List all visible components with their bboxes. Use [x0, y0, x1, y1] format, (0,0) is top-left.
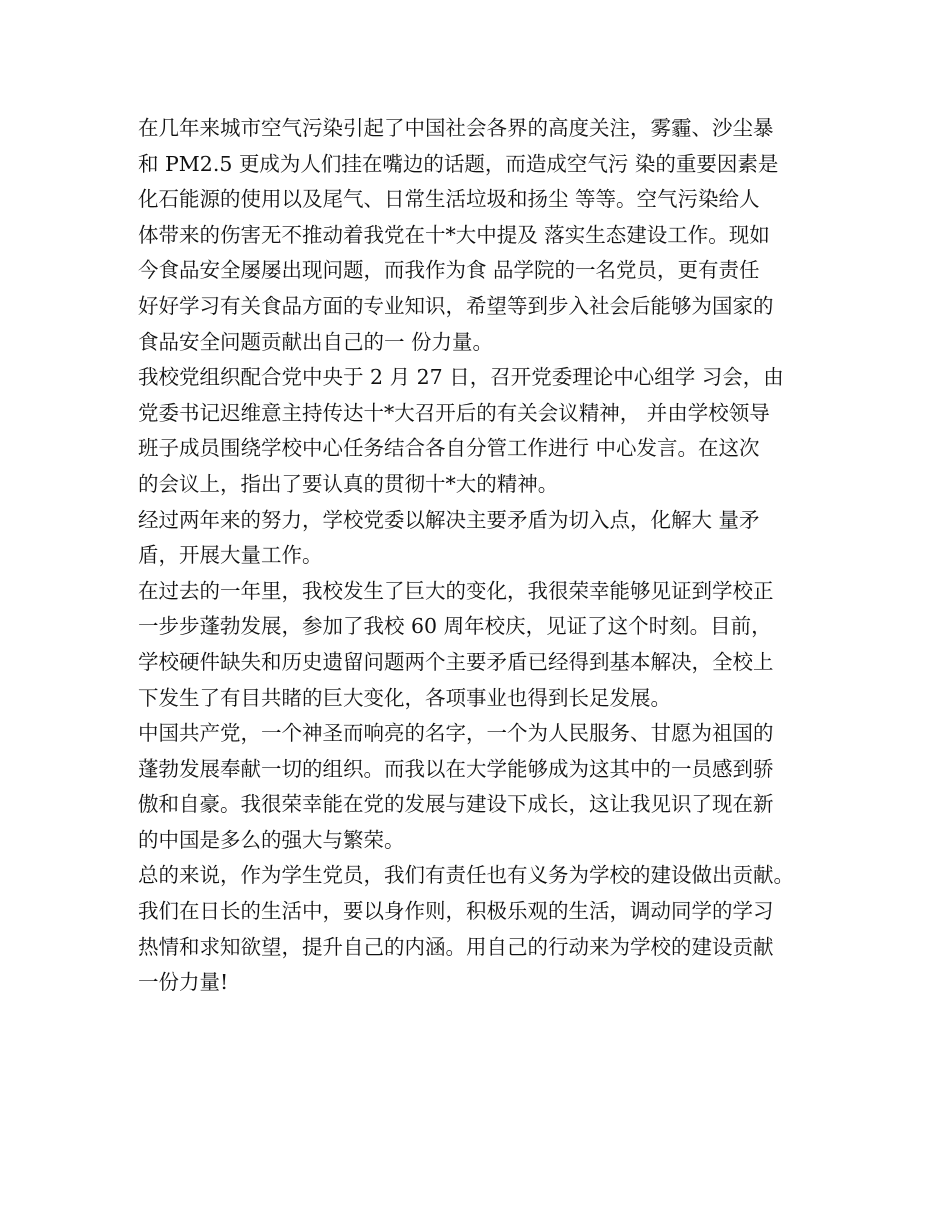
text-line-11: 的会议上，指出了要认真的贯彻十*大的精神。: [138, 471, 559, 496]
text-line-20: 傲和自豪。我很荣幸能在党的发展与建设下成长，这让我见识了现在新: [138, 792, 774, 817]
text-line-19: 蓬勃发展奉献一切的组织。而我以在大学能够成为这其中的一员感到骄: [138, 756, 774, 781]
text-line-17: 下发生了有目共睹的巨大变化，各项事业也得到长足发展。: [138, 685, 671, 710]
text-line-24: 热情和求知欲望，提升自己的内涵。用自己的行动来为学校的建设贡献: [138, 934, 774, 959]
text-line-25: 一份力量!: [138, 970, 229, 995]
text-line-15: 一步步蓬勃发展，参加了我校 60 周年校庆，见证了这个时刻。目前，: [138, 614, 772, 639]
text-line-3: 化石能源的使用以及尾气、日常生活垃圾和扬尘 等等。空气污染给人: [138, 187, 760, 212]
text-line-22: 总的来说，作为学生党员，我们有责任也有义务为学校的建设做出贡献。: [138, 863, 794, 888]
text-line-8: 我校党组织配合党中央于 2 月 27 日，召开党委理论中心组学 习会，由: [138, 365, 784, 390]
text-line-23: 我们在日长的生活中，要以身作则，积极乐观的生活，调动同学的学习: [138, 899, 774, 924]
text-line-13: 盾，开展大量工作。: [138, 543, 323, 568]
text-line-7: 食品安全问题贡献出自己的一 份力量。: [138, 329, 494, 354]
text-line-16: 学校硬件缺失和历史遗留问题两个主要矛盾已经得到基本解决，全校上: [138, 649, 774, 674]
text-line-14: 在过去的一年里，我校发生了巨大的变化，我很荣幸能够见证到学校正: [138, 578, 774, 603]
document-body: [138, 111, 838, 1001]
text-line-6: 好好学习有关食品方面的专业知识，希望等到步入社会后能够为国家的: [138, 293, 774, 318]
text-line-5: 今食品安全屡屡出现问题，而我作为食 品学院的一名党员，更有责任: [138, 258, 760, 283]
text-line-10: 班子成员围绕学校中心任务结合各自分管工作进行 中心发言。在这次: [138, 436, 760, 461]
text-line-9: 党委书记迟维意主持传达十*大召开后的有关会议精神， 并由学校领导: [138, 400, 770, 425]
text-line-21: 的中国是多么的强大与繁荣。: [138, 827, 405, 852]
text-line-12: 经过两年来的努力，学校党委以解决主要矛盾为切入点，化解大 量矛: [138, 507, 760, 532]
text-line-1: 在几年来城市空气污染引起了中国社会各界的高度关注，雾霾、沙尘暴: [138, 116, 774, 140]
text-line-18: 中国共产党，一个神圣而响亮的名字，一个为人民服务、甘愿为祖国的: [138, 721, 774, 746]
text-line-4: 体带来的伤害无不推动着我党在十*大中提及 落实生态建设工作。现如: [138, 222, 770, 247]
text-line-2: 和 PM2.5 更成为人们挂在嘴边的话题，而造成空气污 染的重要因素是: [138, 151, 779, 176]
